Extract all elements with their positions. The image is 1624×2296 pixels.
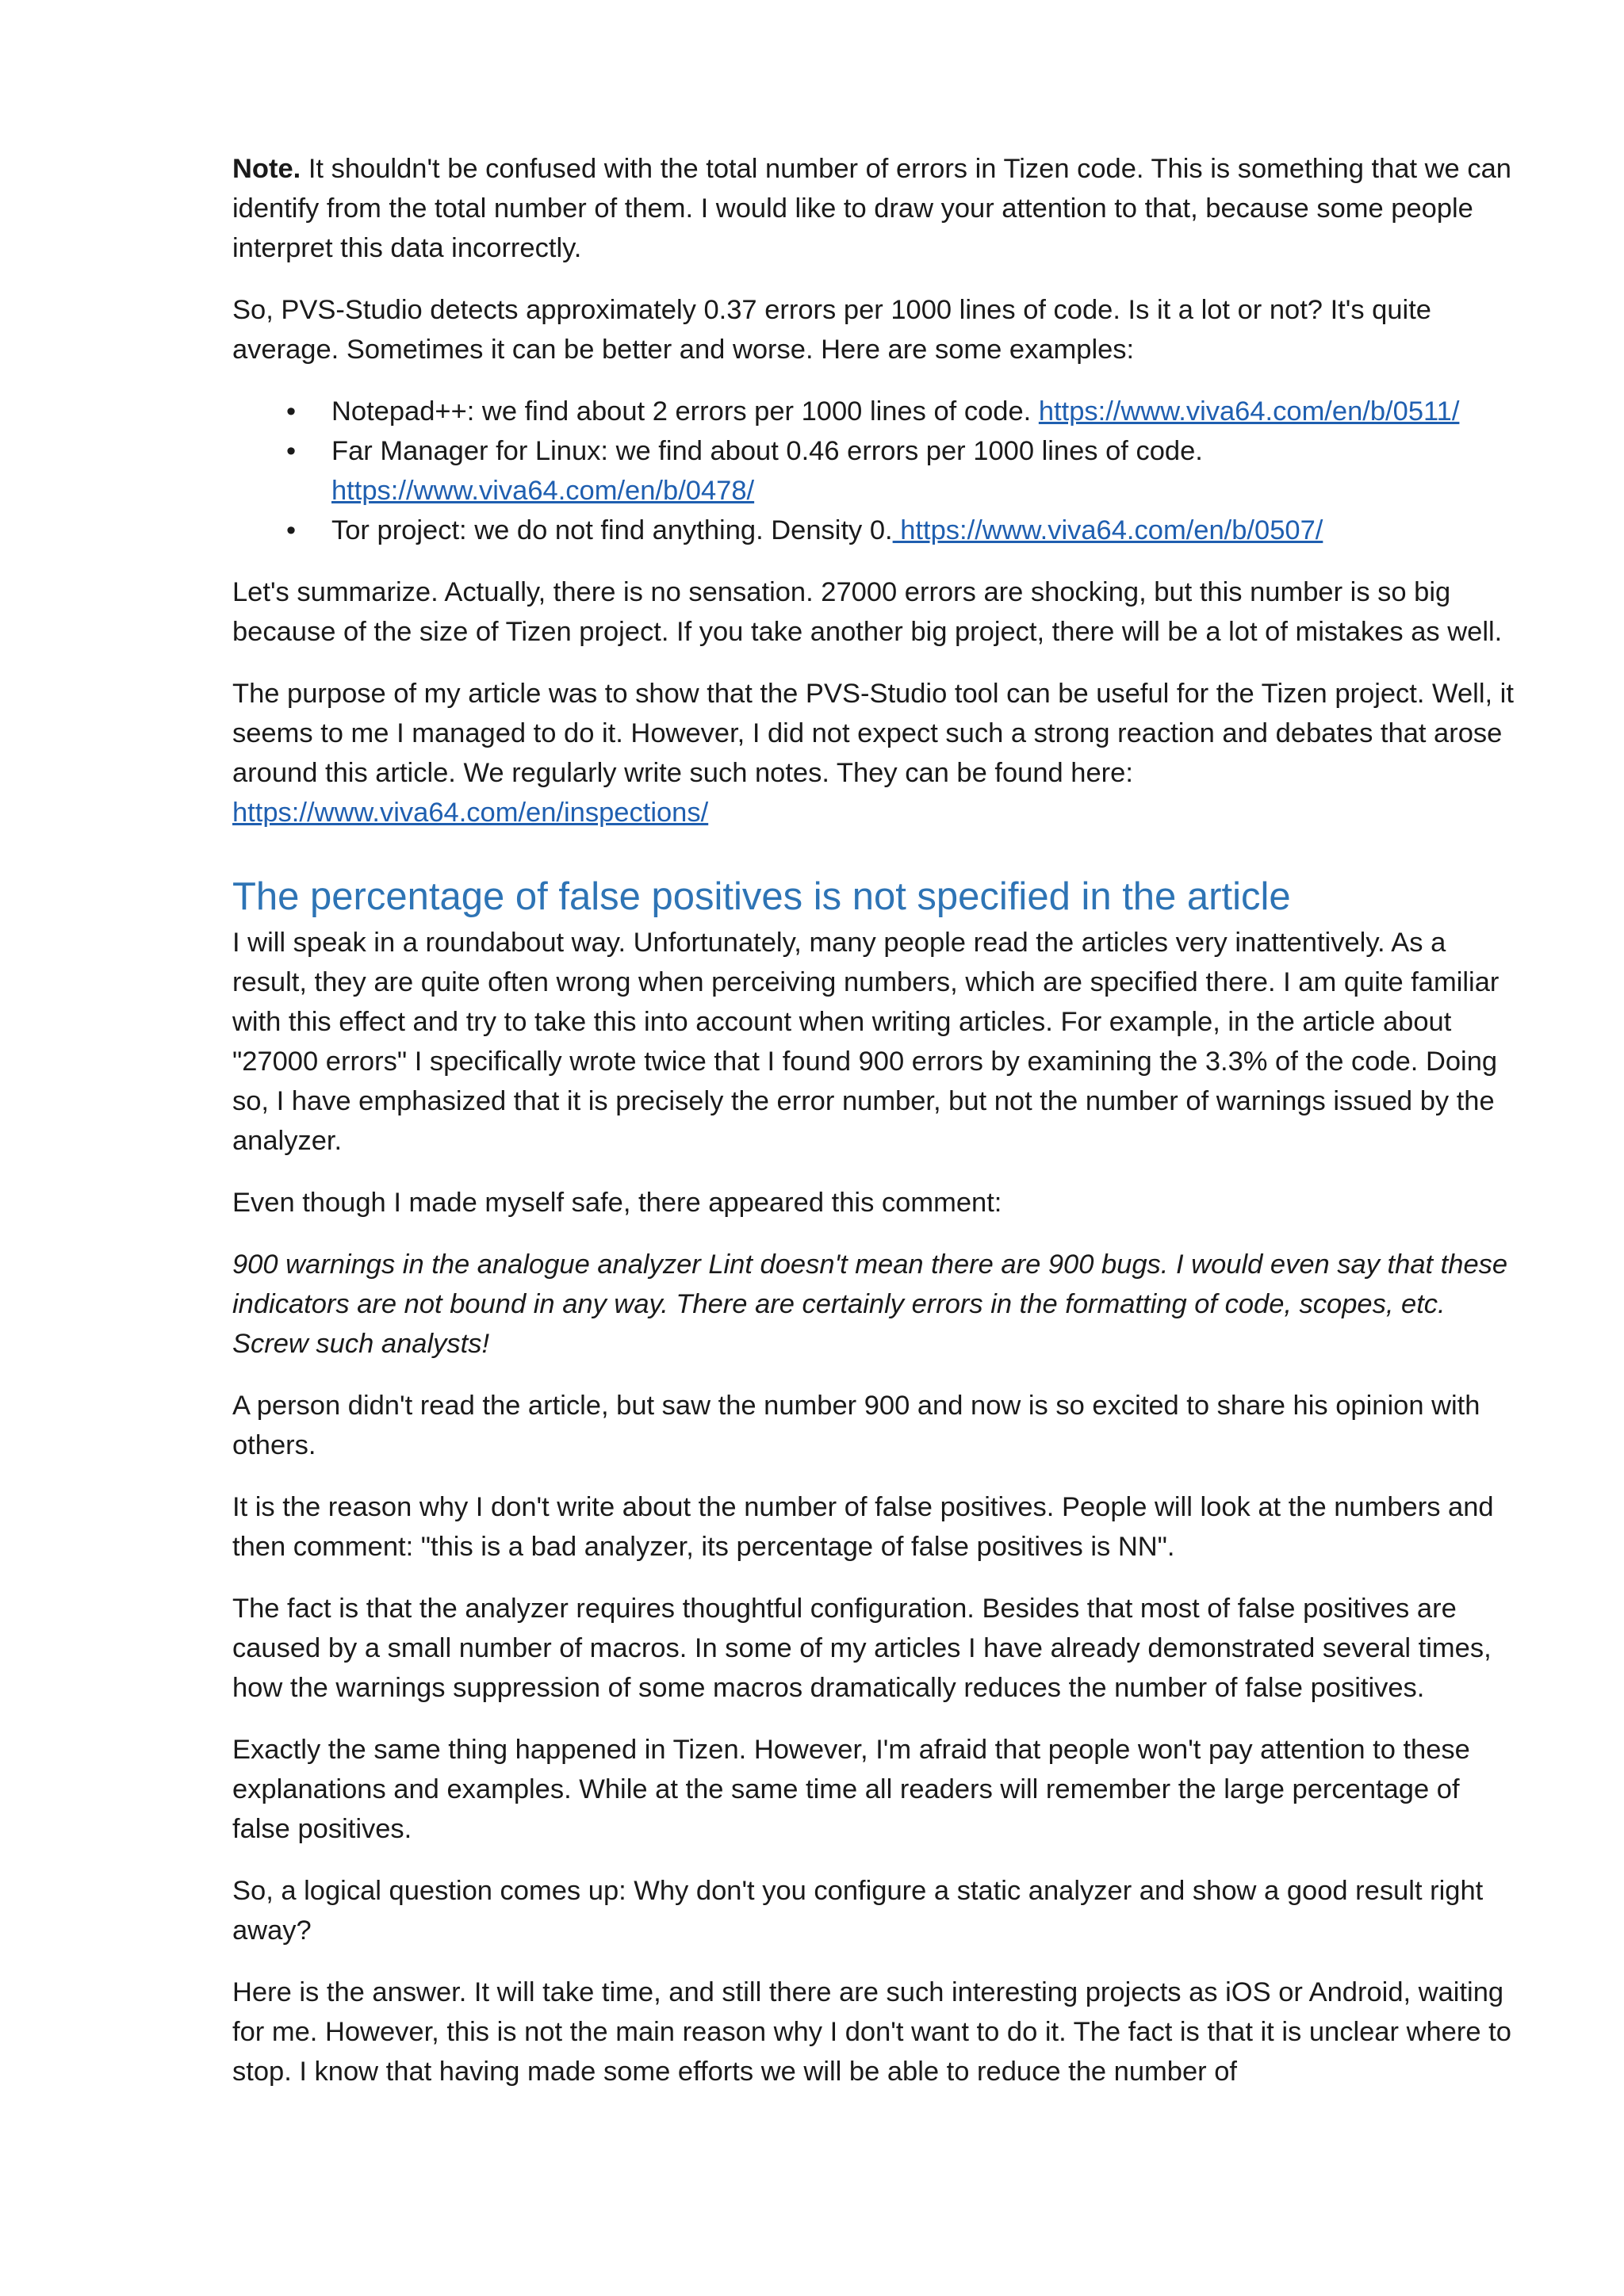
example-text: Notepad++: we find about 2 errors per 1000 lines of code. xyxy=(331,396,1039,427)
purpose-paragraph xyxy=(232,674,1517,832)
section-heading: The percentage of false positives is not specified in the article xyxy=(232,875,1291,918)
reason-paragraph: It is the reason why I don't write about the number of false positives. People will look at the numbers and then comment: "this is a bad analyzer, its percentage of false positives is NN". xyxy=(232,1492,1494,1562)
example-link-notepad[interactable]: https://www.viva64.com/en/b/0511/ xyxy=(1038,396,1460,427)
answer-paragraph: Here is the answer. It will take time, and still there are such interesting projects as iOS or Android, waiting for me. However, this is not the main reason why I don't want to do it. The fact is that it is unclear where to stop. I know that having made some efforts we will be able to reduce the number of xyxy=(232,1977,1511,2087)
list-item xyxy=(232,431,1517,511)
bullet-icon: • xyxy=(286,436,297,466)
summarize-paragraph: Let's summarize. Actually, there is no sensation. 27000 errors are shocking, but this number is so big because of the size of Tizen project. If you take another big project, there will be a lot of mistakes as well. xyxy=(232,577,1503,647)
inspections-link[interactable]: https://www.viva64.com/en/inspections/ xyxy=(232,798,709,828)
person-paragraph: A person didn't read the article, but saw the number 900 and now is so excited to share his opinion with others. xyxy=(232,1391,1480,1460)
example-text: Tor project: we do not find anything. Density 0. xyxy=(331,515,893,545)
example-link-far-manager[interactable]: https://www.viva64.com/en/b/0478/ xyxy=(331,476,755,506)
density-paragraph: So, PVS-Studio detects approximately 0.37 errors per 1000 lines of code. Is it a lot or not? It's quite average. Sometimes it can be better and worse. Here are some examples: xyxy=(232,295,1431,365)
bullet-icon: • xyxy=(286,515,297,545)
roundabout-paragraph: I will speak in a roundabout way. Unfortunately, many people read the articles very inattentively. As a result, they are quite often wrong when perceiving numbers, which are specified there. I am quite familiar with this effect and try to take this into account when writing articles. For example, in the article about "27000 errors" I specifically wrote twice that I found 900 errors by examining the 3.3% of the code. Doing so, I have emphasized that it is precisely the error number, but not the number of warnings issued by the analyzer. xyxy=(232,928,1500,1156)
quoted-comment: 900 warnings in the analogue analyzer Lint doesn't mean there are 900 bugs. I would even say that these indicators are not bound in any way. There are certainly errors in the formatting of code, scopes, etc. Screw such analysts! xyxy=(232,1249,1508,1359)
purpose-text: The purpose of my article was to show that the PVS-Studio tool can be useful for the Tizen project. Well, it seems to me I managed to do it. However, I did not expect such a strong reaction and debates that arose around this article. We regularly write such notes. They can be found here: xyxy=(232,679,1514,788)
configuration-paragraph: The fact is that the analyzer requires thoughtful configuration. Besides that most of false positives are caused by a small number of macros. In some of my articles I have already demonstrated several times, how the warnings suppression of some macros dramatically reduces the number of false positives. xyxy=(232,1594,1492,1703)
question-paragraph: So, a logical question comes up: Why don't you configure a static analyzer and show a good result right away? xyxy=(232,1876,1484,1946)
example-text: Far Manager for Linux: we find about 0.46 errors per 1000 lines of code. xyxy=(331,436,1203,466)
examples-list xyxy=(232,392,1517,550)
note-paragraph xyxy=(232,149,1517,268)
note-text: It shouldn't be confused with the total number of errors in Tizen code. This is something that we can identify from the total number of them. I would like to draw your attention to that, because some people interpret this data incorrectly. xyxy=(232,154,1511,263)
comment-intro-paragraph: Even though I made myself safe, there appeared this comment: xyxy=(232,1188,1002,1218)
list-item xyxy=(232,392,1517,431)
note-label: Note. xyxy=(232,154,301,184)
document-body xyxy=(232,149,1517,2114)
example-link-tor[interactable]: https://www.viva64.com/en/b/0507/ xyxy=(892,515,1323,545)
tizen-paragraph: Exactly the same thing happened in Tizen. However, I'm afraid that people won't pay attention to these explanations and examples. While at the same time all readers will remember the large percentage of false positives. xyxy=(232,1735,1470,1844)
list-item xyxy=(232,511,1517,550)
bullet-icon: • xyxy=(286,396,297,427)
